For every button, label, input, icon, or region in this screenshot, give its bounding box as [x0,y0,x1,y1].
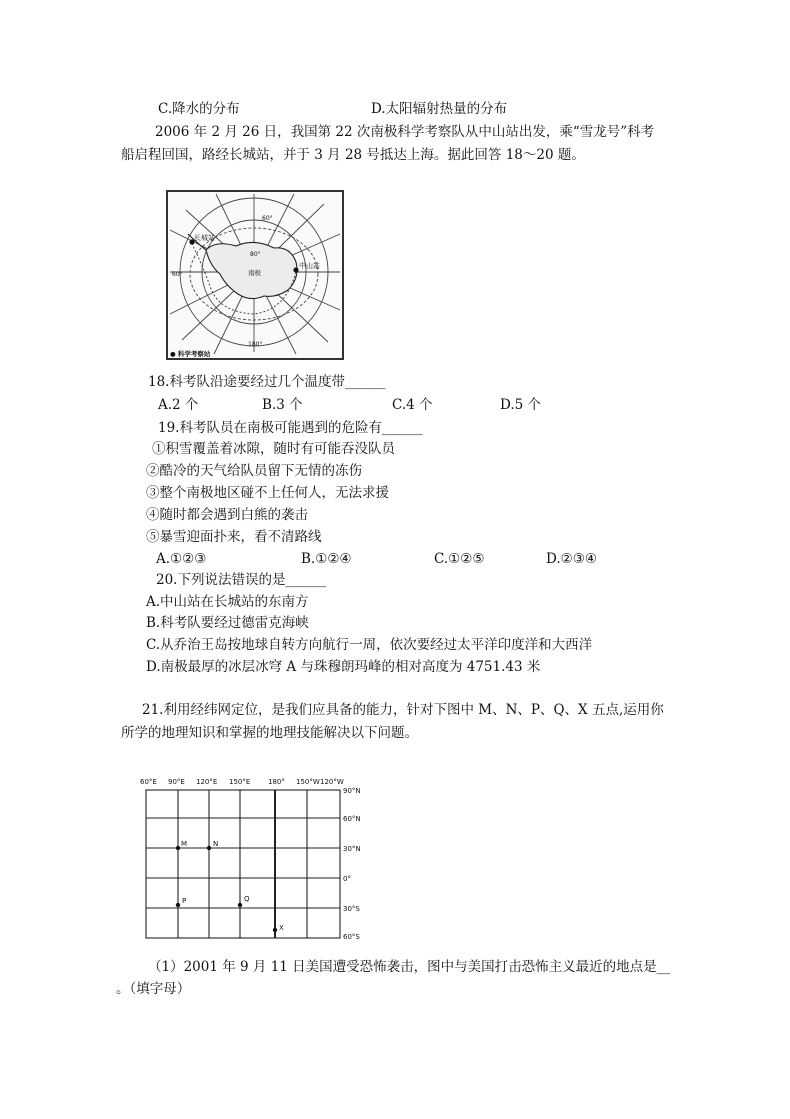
lon-label: 90°E [168,778,185,786]
q20-option-d: D.南极最厚的冰层冰穹 A 与珠穆朗玛峰的相对高度为 4751.43 米 [146,659,541,675]
q19-item-2: ②酷冷的天气给队员留下无情的冻伤 [146,463,362,479]
q19-option-a: A.①②③ [156,551,207,567]
lat-label: 30°S [343,905,360,913]
q19-item-5: ⑤暴雪迎面扑来，看不清路线 [146,529,322,545]
lon-label: 60°E [140,778,157,786]
lat-label: 60°N [343,815,361,823]
q19-item-4: ④随时都会遇到白熊的袭击 [146,507,308,523]
antarctic-map [166,190,344,360]
map-legend: ● 科学考察站 [170,350,211,358]
label-changcheng-station: 长城站 [194,234,215,242]
label-south-pole: 南极 [248,269,261,277]
q20-option-b: B.科考队要经过德雷克海峡 [146,615,309,631]
point-m: M [181,840,188,848]
lon-label: 120°E [196,778,218,786]
lon-label: 150°W [296,778,320,786]
q19-item-3: ③整个南极地区碰不上任何人，无法求援 [146,485,389,501]
lon-label: 180° [268,778,285,786]
lon-label: 150°E [229,778,251,786]
q21-part1-line-2: 。（填字母） [116,981,191,997]
q19-item-1: ①积雪覆盖着冰隙，随时有可能吞没队员 [152,441,395,457]
q20-option-c: C.从乔治王岛按地球自转方向航行一周，依次要经过太平洋印度洋和大西洋 [146,637,593,653]
intro-line-2: 船启程回国，路经长城站，并于 3 月 28 号抵达上海。据此回答 18～20 题。 [121,147,585,163]
q21-stem-line-2: 所学的地理知识和掌握的地理技能解决以下问题。 [121,725,418,741]
q19-option-b: B.①②④ [301,551,352,567]
lat-label: 60°S [343,933,360,941]
label-zhongshan-station: 中山站 [299,262,320,270]
lon-label: 120°W [320,778,344,786]
q20-option-a: A.中山站在长城站的东南方 [146,594,309,610]
point-x: X [279,924,284,932]
q17-option-d: D.太阳辐射热量的分布 [371,101,508,117]
q18-option-b: B.3 个 [262,397,303,413]
lat-label: 30°N [343,845,361,853]
point-n: N [213,840,219,848]
q18-option-a: A.2 个 [158,397,199,413]
q18-option-c: C.4 个 [392,397,433,413]
label-lon-180: 180° [248,341,263,348]
q20-stem: 20.下列说法错误的是______ [156,572,326,588]
q18-stem: 18.科考队沿途要经过几个温度带______ [148,374,386,390]
q21-stem-line-1: 21.利用经纬网定位，是我们应具备的能力，针对下图中 M、N、P、Q、X 五点,运用你 [142,702,664,718]
point-p: P [182,897,187,905]
q19-stem: 19.科考队员在南极可能遇到的危险有______ [158,420,423,436]
q21-part1-line-1: （1）2001 年 9 月 11 日美国遭受恐怖袭击，图中与美国打击恐怖主义最近的地点是__ [148,959,671,975]
lat-label: 0° [343,875,351,883]
q18-option-d: D.5 个 [500,397,542,413]
lat-label: 90°N [343,787,361,795]
point-q: Q [244,895,250,903]
intro-line-1: 2006 年 2 月 26 日，我国第 22 次南极科学考察队从中山站出发，乘“雪龙号”科考 [155,124,655,140]
q17-option-c: C.降水的分布 [158,101,240,117]
q19-option-c: C.①②⑤ [434,551,485,567]
q19-option-d: D.②③④ [546,551,597,567]
label-lat-60: 60° [262,215,273,222]
lat-lon-grid-map [136,768,366,946]
label-lon-60: 60° [172,271,183,278]
label-lat-80: 80° [250,251,261,258]
